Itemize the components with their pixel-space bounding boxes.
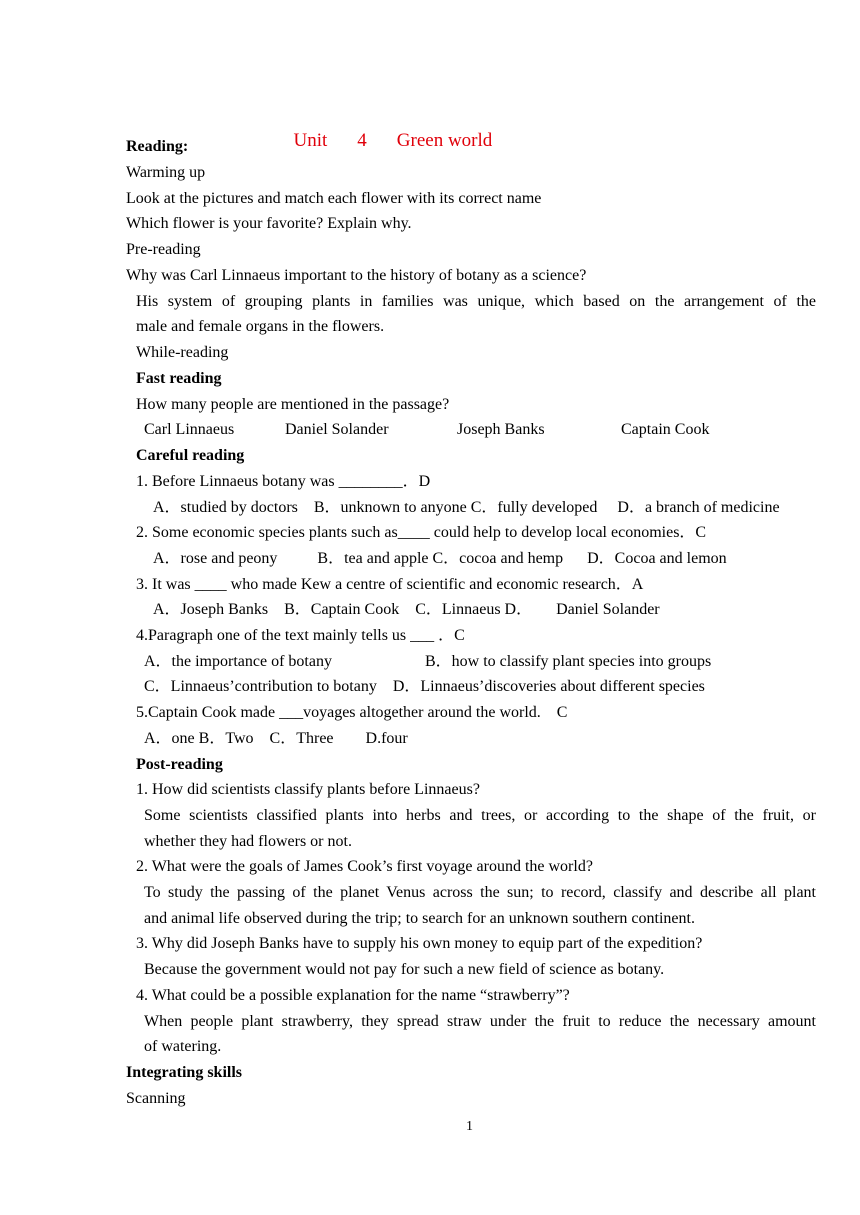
post-answer-2-line-1: To study the passing of the planet Venus across the sun; to record, classify and describe all plant xyxy=(144,884,816,901)
careful-option-4a: A．the importance of botany xyxy=(144,653,332,670)
post-answer-1-line-1: Some scientists classified plants into herbs and trees, or according to the shape of the fruit, or xyxy=(144,807,816,824)
post-question-1: 1. How did scientists classify plants before Linnaeus? xyxy=(136,781,480,798)
post-question-4: 4. What could be a possible explanation for the name “strawberry”? xyxy=(136,987,570,1004)
warming-up-heading: Warming up xyxy=(126,164,206,181)
page-title xyxy=(284,111,492,151)
fast-reading-name: Joseph Banks xyxy=(457,421,545,438)
careful-reading-heading: Careful reading xyxy=(136,447,245,464)
pre-reading-answer-line-1: His system of grouping plants in families was unique, which based on the arrangement of the xyxy=(136,293,816,310)
integrating-skills-heading: Integrating skills xyxy=(126,1064,243,1081)
page-number: 1 xyxy=(466,1119,473,1134)
careful-question-1: 1. Before Linnaeus botany was ________．D xyxy=(136,473,431,490)
post-question-2: 2. What were the goals of James Cook’s first voyage around the world? xyxy=(136,858,593,875)
careful-question-5: 5.Captain Cook made ___voyages altogether around the world. C xyxy=(136,704,568,721)
post-answer-1-line-2: whether they had flowers or not. xyxy=(144,833,352,850)
careful-options-4cd: C．Linnaeus’contribution to botany D．Linnaeus’discoveries about different species xyxy=(144,678,705,695)
scanning-heading: Scanning xyxy=(126,1090,186,1107)
pre-reading-answer-line-2: male and female organs in the flowers. xyxy=(136,318,385,335)
careful-options-1: A．studied by doctors B．unknown to anyone C．fully developed D．a branch of medicine xyxy=(153,499,780,516)
fast-reading-name: Captain Cook xyxy=(621,421,710,438)
careful-options-3: A．Joseph Banks B．Captain Cook C．Linnaeus D． Daniel Solander xyxy=(153,601,660,618)
while-reading-heading: While-reading xyxy=(136,344,229,361)
warming-up-line-1: Look at the pictures and match each flower with its correct name xyxy=(126,190,542,207)
pre-reading-heading: Pre-reading xyxy=(126,241,201,258)
careful-options-5: A．one B．Two C．Three D.four xyxy=(144,730,408,747)
careful-question-3: 3. It was ____ who made Kew a centre of scientific and economic research．A xyxy=(136,576,644,593)
fast-reading-heading: Fast reading xyxy=(136,370,222,387)
post-answer-2-line-2: and animal life observed during the trip; to search for an unknown southern continent. xyxy=(144,910,695,927)
post-answer-4-line-2: of watering. xyxy=(144,1038,222,1055)
title-unit: Unit xyxy=(293,130,328,151)
careful-option-4b: B．how to classify plant species into groups xyxy=(425,653,712,670)
pre-reading-question: Why was Carl Linnaeus important to the history of botany as a science? xyxy=(126,267,587,284)
title-unit-number: 4 xyxy=(357,130,367,151)
post-answer-3: Because the government would not pay for such a new field of science as botany. xyxy=(144,961,665,978)
post-question-3: 3. Why did Joseph Banks have to supply his own money to equip part of the expedition? xyxy=(136,935,703,952)
title-unit-name: Green world xyxy=(396,130,493,151)
warming-up-line-2: Which flower is your favorite? Explain why. xyxy=(126,215,412,232)
careful-question-2: 2. Some economic species plants such as____ could help to develop local economies．C xyxy=(136,524,707,541)
careful-question-4: 4.Paragraph one of the text mainly tells us ___ ．C xyxy=(136,627,465,644)
post-answer-4-line-1: When people plant strawberry, they spread straw under the fruit to reduce the necessary amount xyxy=(144,1013,816,1030)
careful-options-2: A．rose and peony B．tea and apple C．cocoa and hemp D．Cocoa and lemon xyxy=(153,550,727,567)
post-reading-heading: Post-reading xyxy=(136,756,223,773)
reading-heading: Reading: xyxy=(126,138,189,155)
fast-reading-name: Daniel Solander xyxy=(285,421,389,438)
fast-reading-question: How many people are mentioned in the passage? xyxy=(136,396,450,413)
fast-reading-name: Carl Linnaeus xyxy=(144,421,235,438)
